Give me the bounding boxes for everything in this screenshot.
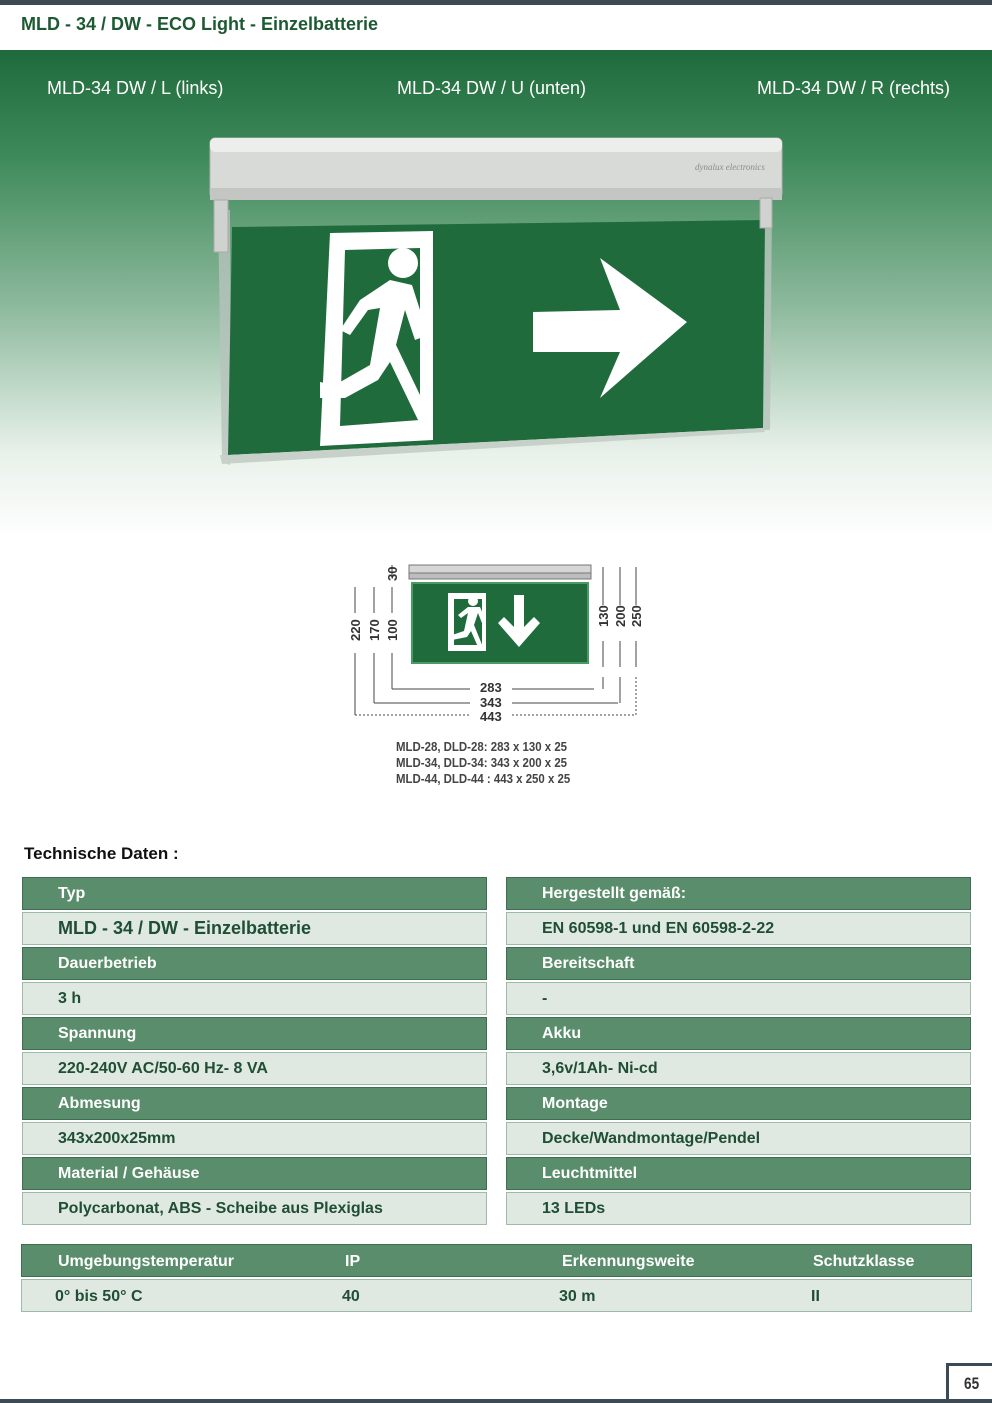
spec-value: 3 h bbox=[22, 982, 487, 1015]
header-temperature: Umgebungstemperatur bbox=[58, 1253, 235, 1270]
dim-left-170: 170 bbox=[367, 619, 382, 641]
spec-label: Spannung bbox=[22, 1017, 487, 1050]
spec-value: 220-240V AC/50-60 Hz- 8 VA bbox=[22, 1052, 487, 1085]
brand-logo-text: dynalux electronics bbox=[695, 162, 765, 172]
dim-right-130: 130 bbox=[596, 605, 611, 627]
section-title: Technische Daten : bbox=[24, 844, 179, 863]
header-range: Erkennungsweite bbox=[562, 1253, 695, 1270]
spec-value: 343x200x25mm bbox=[22, 1122, 487, 1155]
value-ip: 40 bbox=[342, 1288, 360, 1305]
dim-left-220: 220 bbox=[348, 619, 363, 641]
dim-right-200: 200 bbox=[613, 605, 628, 627]
spec-label: Bereitschaft bbox=[506, 947, 971, 980]
variant-left-label: MLD-34 DW / L (links) bbox=[47, 78, 224, 98]
spec-table-left bbox=[22, 877, 487, 1227]
spec-label: Abmesung bbox=[22, 1087, 487, 1120]
spec-value: 3,6v/1Ah- Ni-cd bbox=[506, 1052, 971, 1085]
value-range: 30 m bbox=[559, 1288, 596, 1305]
bottom-rule bbox=[0, 1399, 992, 1403]
spec-label: Akku bbox=[506, 1017, 971, 1050]
spec-value: Polycarbonat, ABS - Scheibe aus Plexiglas bbox=[22, 1192, 487, 1225]
environment-value-row bbox=[21, 1279, 972, 1312]
spec-value: - bbox=[506, 982, 971, 1015]
dim-bottom-283: 283 bbox=[480, 680, 502, 695]
variant-down-label: MLD-34 DW / U (unten) bbox=[397, 78, 587, 98]
model-dimensions-list bbox=[396, 739, 594, 787]
spec-label: Montage bbox=[506, 1087, 971, 1120]
dim-bottom-443: 443 bbox=[480, 709, 502, 724]
variant-right-label: MLD-34 DW / R (rechts) bbox=[757, 78, 951, 98]
model-line: MLD-28, DLD-28: 283 x 130 x 25 bbox=[396, 739, 568, 754]
spec-label: Hergestellt gemäß: bbox=[506, 877, 971, 910]
value-temperature: 0° bis 50° C bbox=[55, 1288, 143, 1305]
spec-table-right bbox=[506, 877, 971, 1227]
spec-label: Material / Gehäuse bbox=[22, 1157, 487, 1190]
environment-header-row bbox=[21, 1244, 972, 1277]
top-rule bbox=[0, 0, 992, 5]
spec-value: 13 LEDs bbox=[506, 1192, 971, 1225]
dim-right-250: 250 bbox=[629, 605, 644, 627]
spec-label: Dauerbetrieb bbox=[22, 947, 487, 980]
header-protection-class: Schutzklasse bbox=[813, 1253, 915, 1270]
model-line: MLD-34, DLD-34: 343 x 200 x 25 bbox=[396, 755, 568, 770]
dim-bottom-343: 343 bbox=[480, 695, 502, 710]
model-line: MLD-44, DLD-44 : 443 x 250 x 25 bbox=[396, 771, 571, 786]
page-title: MLD - 34 / DW - ECO Light - Einzelbatterie bbox=[21, 14, 379, 34]
exit-sign-image bbox=[200, 130, 800, 480]
dimension-drawing bbox=[340, 555, 650, 730]
spec-label: Typ bbox=[22, 877, 487, 910]
environment-table bbox=[21, 1244, 972, 1312]
header-ip: IP bbox=[345, 1253, 361, 1270]
dim-left-100: 100 bbox=[385, 619, 400, 641]
spec-value: Decke/Wandmontage/Pendel bbox=[506, 1122, 971, 1155]
value-protection-class: II bbox=[811, 1288, 820, 1305]
dim-top-30: 30 bbox=[385, 566, 400, 581]
spec-value: MLD - 34 / DW - Einzelbatterie bbox=[22, 912, 487, 945]
spec-value: EN 60598-1 und EN 60598-2-22 bbox=[506, 912, 971, 945]
spec-label: Leuchtmittel bbox=[506, 1157, 971, 1190]
page-number: 65 bbox=[964, 1374, 980, 1393]
